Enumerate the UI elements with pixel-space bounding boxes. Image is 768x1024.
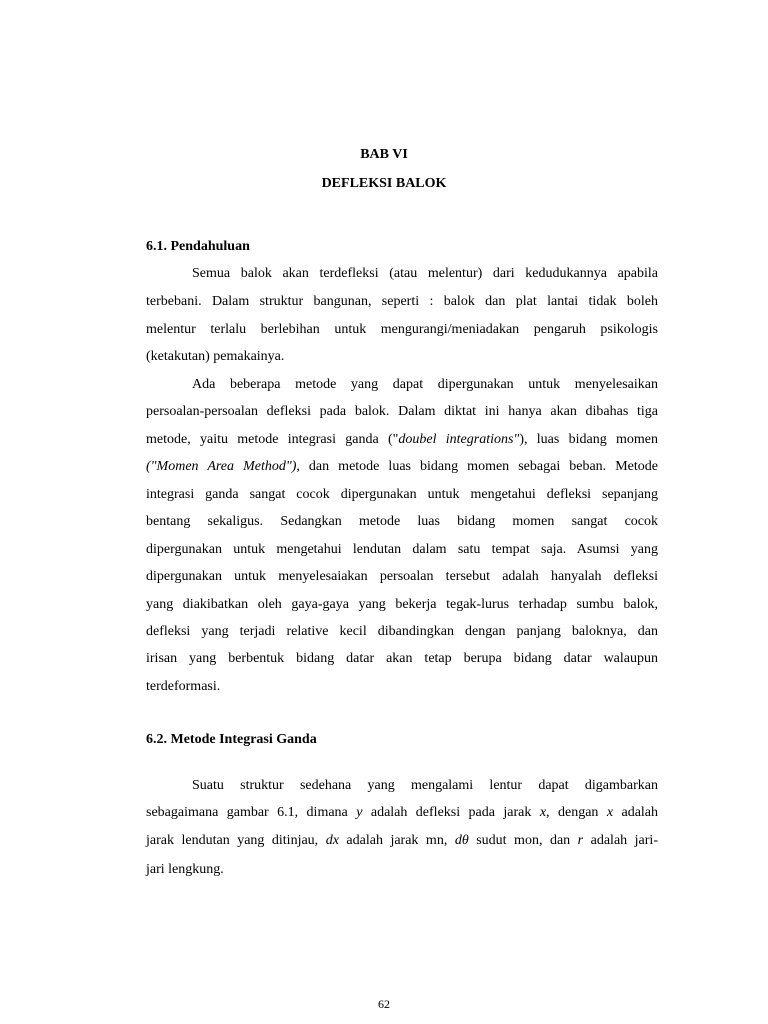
section-heading-6-1: 6.1. Pendahuluan xyxy=(146,239,250,254)
math-variable: y xyxy=(356,805,363,820)
paragraph-line: irisan yang berbentuk bidang datar akan tetap berupa bidang datar walaupun xyxy=(146,651,658,666)
paragraph-line: terdeformasi. xyxy=(146,679,221,694)
text-run: , dengan xyxy=(546,805,607,820)
page-number: 62 xyxy=(378,997,390,1011)
paragraph-line xyxy=(146,458,658,476)
paragraph-line: Semua balok akan terdefleksi (atau melentur) dari kedudukannya apabila xyxy=(192,266,658,281)
text-run: adalah jari- xyxy=(583,833,658,848)
text-run: adalah jarak mn, xyxy=(338,833,455,848)
paragraph-line: Ada beberapa metode yang dapat dipergunakan untuk menyelesaikan xyxy=(192,377,658,392)
paragraph-line: Suatu struktur sedehana yang mengalami lentur dapat digambarkan xyxy=(192,778,658,793)
math-variable: dθ xyxy=(454,833,469,848)
paragraph-line: dipergunakan untuk mengetahui lendutan dalam satu tempat saja. Asumsi yang xyxy=(146,542,658,557)
paragraph-line: persoalan-persoalan defleksi pada balok. Dalam diktat ini hanya akan dibahas tiga xyxy=(146,404,658,419)
paragraph-line: dipergunakan untuk menyelesaiakan persoalan tersebut adalah hanyalah defleksi xyxy=(146,569,658,584)
text-run: , dan metode luas bidang momen sebagai beban. Metode xyxy=(296,459,658,474)
paragraph-line: terbebani. Dalam struktur bangunan, seperti : balok dan plat lantai tidak boleh xyxy=(146,294,658,309)
text-run: adalah defleksi pada jarak xyxy=(362,805,540,820)
paragraph-line: melentur terlalu berlebihan untuk mengurangi/meniadakan pengaruh psikologis xyxy=(146,322,658,337)
paragraph-line: yang diakibatkan oleh gaya-gaya yang bekerja tegak-lurus terhadap sumbu balok, xyxy=(146,597,658,612)
text-run: jarak lendutan yang ditinjau, xyxy=(146,833,326,848)
chapter-title: DEFLEKSI BALOK xyxy=(321,176,447,191)
paragraph-line: defleksi yang terjadi relative kecil dibandingkan dengan panjang baloknya, dan xyxy=(146,624,658,639)
text-run: sudut mon, dan xyxy=(468,833,578,848)
section-heading-6-2: 6.2. Metode Integrasi Ganda xyxy=(146,732,317,747)
paragraph-line xyxy=(146,832,658,850)
paragraph-line: bentang sekaligus. Sedangkan metode luas bidang momen sangat cocok xyxy=(146,514,658,529)
text-run: ), luas bidang momen xyxy=(519,432,659,447)
italic-term: doubel integrations" xyxy=(398,432,520,447)
paragraph-line: jari lengkung. xyxy=(146,862,224,877)
italic-term: ("Momen Area Method") xyxy=(146,459,297,474)
math-variable: x xyxy=(606,805,614,820)
paragraph-line: (ketakutan) pemakainya. xyxy=(146,349,285,364)
paragraph-line: integrasi ganda sangat cocok dipergunakan untuk mengetahui defleksi sepanjang xyxy=(146,487,658,502)
text-run: metode, yaitu metode integrasi ganda (" xyxy=(146,432,399,447)
chapter-label: BAB VI xyxy=(360,147,408,162)
text-run: sebagaimana gambar 6.1, dimana xyxy=(146,805,357,820)
math-variable: dx xyxy=(325,833,339,848)
paragraph-line xyxy=(146,804,658,822)
text-run: adalah xyxy=(613,805,659,820)
math-variable: r xyxy=(577,833,584,848)
paragraph-line xyxy=(146,431,658,449)
math-variable: x xyxy=(539,805,547,820)
